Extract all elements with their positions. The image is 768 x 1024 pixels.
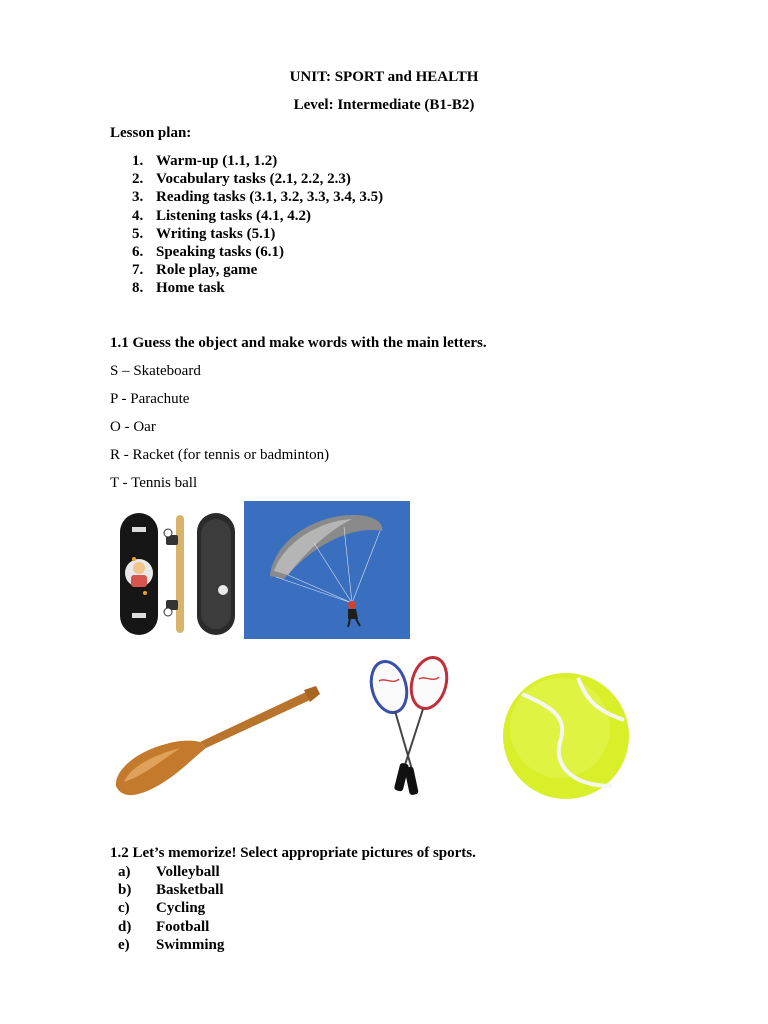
list-item: e) Swimming <box>118 936 225 953</box>
task-1-1-heading: 1.1 Guess the object and make words with the main letters. <box>110 335 487 351</box>
list-item: c) Cycling <box>118 900 206 917</box>
task-1-2-heading: 1.2 Let’s memorize! Select appropriate pictures of sports. <box>110 845 476 861</box>
word-parachute: P - Parachute <box>110 391 190 407</box>
list-item: 3. Reading tasks (3.1, 3.2, 3.3, 3.4, 3.5) <box>132 189 384 206</box>
list-item: a) Volleyball <box>118 864 220 880</box>
lesson-plan-label: Lesson plan: <box>110 125 192 141</box>
unit-title: UNIT: SPORT and HEALTH <box>289 69 479 85</box>
list-item: 1. Warm-up (1.1, 1.2) <box>132 153 278 169</box>
lesson-plan-list <box>118 152 383 298</box>
list-item: 6. Speaking tasks (6.1) <box>132 243 284 260</box>
list-item: 5. Writing tasks (5.1) <box>132 225 276 242</box>
list-item: 4. Listening tasks (4.1, 4.2) <box>132 207 312 224</box>
list-item: b) Basketball <box>118 882 224 899</box>
word-oar: O - Oar <box>110 419 156 435</box>
skateboard-image <box>110 505 240 640</box>
list-item: 2. Vocabulary tasks (2.1, 2.2, 2.3) <box>132 171 351 188</box>
sports-list <box>118 863 224 954</box>
list-item: d) Football <box>118 918 210 935</box>
tennis-ball-image <box>494 668 638 808</box>
racket-image <box>355 655 485 803</box>
list-item: 7. Role play, game <box>132 262 258 279</box>
parachute-image <box>244 501 410 639</box>
oar-image <box>110 678 325 808</box>
word-racket: R - Racket (for tennis or badminton) <box>110 447 330 463</box>
word-tennis-ball: T - Tennis ball <box>110 475 198 491</box>
list-item: 8. Home task <box>132 280 225 297</box>
word-skateboard: S – Skateboard <box>110 363 201 379</box>
level-title: Level: Intermediate (B1-B2) <box>293 97 475 113</box>
